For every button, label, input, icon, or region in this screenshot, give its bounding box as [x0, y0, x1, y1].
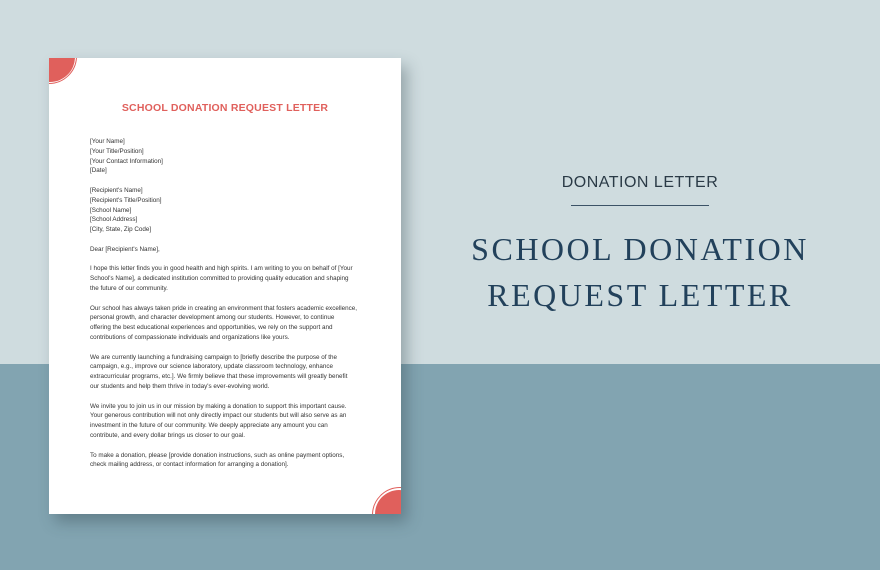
sender-line: [Your Name]	[90, 138, 125, 145]
paragraph-line: To make a donation, please [provide donation instructions, such as online payment options,	[90, 451, 345, 459]
paragraph-line: personal growth, and character development among our students. However, to continue	[90, 314, 335, 322]
corner-decoration	[375, 490, 401, 514]
salutation: Dear [Recipient's Name],	[90, 245, 160, 253]
paragraph	[90, 402, 370, 441]
paragraph-line: We invite you to join us in our mission by making a donation to support this important cause.	[90, 402, 347, 410]
recipient-line: [Recipient's Name]	[90, 186, 143, 194]
paragraph	[90, 451, 370, 471]
paragraph-line: contribute, and every dollar brings us closer to our goal.	[90, 431, 246, 439]
side-title-line: REQUEST LETTER	[487, 277, 793, 313]
sender-line: [Your Title/Position]	[90, 147, 144, 155]
corner-decoration	[49, 58, 75, 82]
paragraph-line: the future of our community.	[90, 284, 168, 292]
letter-document	[49, 58, 401, 514]
paragraph-line: investment in the future of our community. We deeply appreciate any amount you can	[90, 422, 328, 430]
recipient-block	[90, 186, 370, 235]
document-title: SCHOOL DONATION REQUEST LETTER	[121, 102, 329, 114]
paragraph-line: contributions of compassionate individuals and organizations like yours.	[90, 333, 290, 341]
paragraph-line: our students and help them thrive in today's ever-evolving world.	[90, 382, 270, 390]
paragraph-line: extracurricular programs, etc.]. We firmly believe that these improvements will greatly benefit	[90, 373, 348, 381]
side-title	[445, 226, 835, 318]
letter-body	[90, 137, 370, 470]
paragraph-line: offering the best educational experiences and opportunities, we rely on the support and	[90, 324, 333, 332]
side-subtitle: DONATION LETTER	[561, 174, 719, 191]
paragraph-line: School's Name], a dedicated institution committed to providing quality education and shaping	[90, 275, 349, 283]
paragraph-line: check mailing address, or contact information for arranging a donation].	[90, 461, 289, 469]
paragraph	[90, 264, 370, 293]
recipient-line: [City, State, Zip Code]	[90, 226, 152, 234]
recipient-line: [School Address]	[90, 216, 138, 224]
paragraph-line: Your generous contribution will not only directly impact our students but will also serve as an	[90, 412, 347, 420]
sender-line: [Date]	[90, 167, 107, 175]
paragraph-line: campaign, e.g., improve our science laboratory, update classroom technology, enhance	[90, 363, 334, 371]
recipient-line: [Recipient's Title/Position]	[90, 196, 162, 204]
sender-block	[90, 137, 370, 176]
sender-line: [Your Contact Information]	[90, 157, 163, 165]
paragraph-line: I hope this letter finds you in good health and high spirits. I am writing to you on behalf of [Your	[90, 265, 353, 273]
paragraph	[90, 353, 370, 392]
divider	[571, 205, 709, 206]
paragraph-line: Our school has always taken pride in creating an environment that fosters academic excellence,	[90, 304, 358, 312]
paragraph-line: We are currently launching a fundraising campaign to [briefly describe the purpose of the	[90, 353, 338, 361]
paragraph	[90, 304, 370, 343]
side-title-line: SCHOOL DONATION	[471, 231, 809, 267]
recipient-line: [School Name]	[90, 206, 132, 214]
